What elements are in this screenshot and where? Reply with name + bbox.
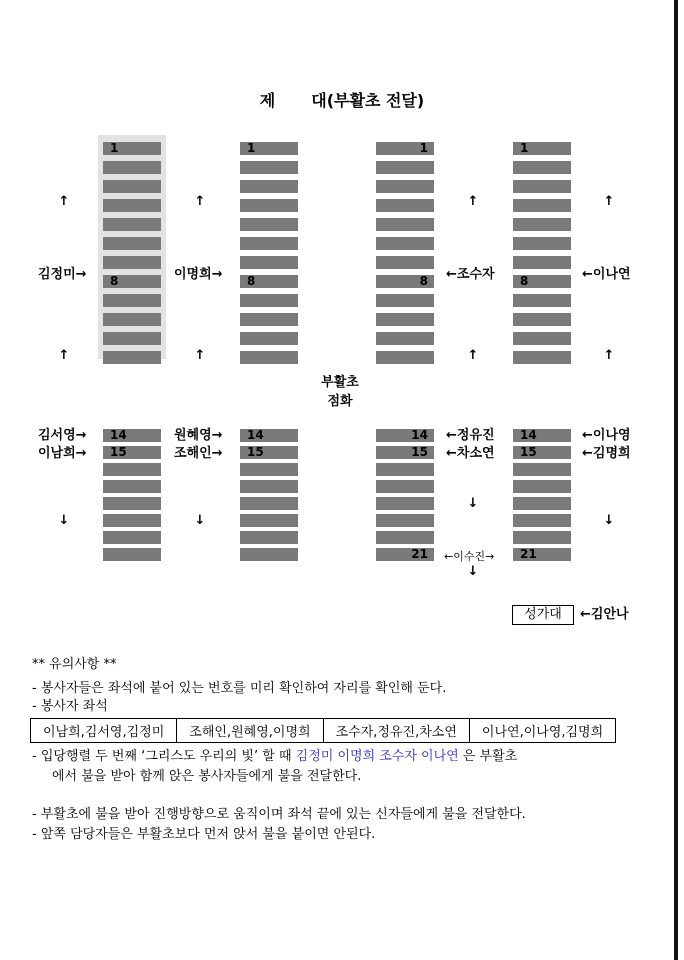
note-item: - 부활초에 불을 받아 진행방향으로 움직이며 좌석 끝에 있는 신자들에게 불을 전달한다.	[32, 807, 526, 822]
pew	[240, 313, 298, 326]
pew-number: 15	[411, 445, 428, 459]
pew	[376, 218, 434, 231]
center-line2: 점화	[327, 394, 353, 409]
pew	[376, 332, 434, 345]
pew	[513, 351, 571, 364]
name-label: 김서영→	[38, 428, 87, 443]
pew	[103, 480, 161, 493]
pew	[376, 351, 434, 364]
pew	[240, 429, 298, 442]
table-row	[31, 719, 616, 743]
notes-heading: ** 유의사항 **	[32, 657, 117, 672]
pew	[376, 313, 434, 326]
pew	[240, 497, 298, 510]
pew-number: 14	[247, 428, 264, 442]
pew	[513, 218, 571, 231]
pew	[376, 531, 434, 544]
pew	[240, 548, 298, 561]
pew	[513, 199, 571, 212]
pew	[513, 429, 571, 442]
pew	[513, 332, 571, 345]
pew	[240, 180, 298, 193]
up-arrow-icon: ↑	[467, 348, 479, 363]
pew-number: 8	[110, 274, 119, 288]
down-arrow-icon: ↓	[603, 513, 615, 528]
page-right-border	[674, 0, 678, 960]
pew	[103, 237, 161, 250]
pew	[240, 256, 298, 269]
table-cell: 이남희,김서영,김정미	[31, 719, 177, 743]
pew	[513, 180, 571, 193]
pew	[103, 514, 161, 527]
pew	[103, 497, 161, 510]
page-title	[0, 88, 684, 111]
name-label: 이남희→	[38, 446, 87, 461]
pew	[376, 463, 434, 476]
note-item: - 봉사자 좌석	[32, 699, 108, 714]
pew	[103, 142, 161, 155]
title-part2: 대(부활초 전달)	[311, 91, 425, 110]
pew	[103, 548, 161, 561]
pew	[376, 429, 434, 442]
pew-number: 1	[110, 141, 119, 155]
pew	[513, 313, 571, 326]
pew	[513, 142, 571, 155]
name-label: 이명희→	[174, 267, 223, 282]
pew	[513, 161, 571, 174]
pew-number: 1	[419, 141, 428, 155]
pew	[103, 332, 161, 345]
pew	[103, 256, 161, 269]
table-cell: 이나연,이나영,김명희	[469, 719, 615, 743]
pew	[240, 275, 298, 288]
pew-number: 1	[520, 141, 529, 155]
pew	[103, 429, 161, 442]
pew	[240, 531, 298, 544]
pew	[240, 142, 298, 155]
note-text: 은 부활초	[458, 749, 518, 764]
up-arrow-icon: ↑	[194, 348, 206, 363]
pew-number: 8	[520, 274, 529, 288]
pew-number: 14	[520, 428, 537, 442]
name-label: ←이나연	[582, 267, 631, 282]
pew	[240, 446, 298, 459]
note-item: - 봉사자들은 좌석에 붙어 있는 번호를 미리 확인하여 자리를 확인해 둔다.	[32, 681, 447, 696]
name-label: 원혜영→	[174, 428, 223, 443]
pew	[240, 294, 298, 307]
table-cell: 조수자,정유진,차소연	[323, 719, 469, 743]
pew	[240, 514, 298, 527]
note-item: 에서 불을 받아 함께 앉은 봉사자들에게 불을 전달한다.	[52, 769, 362, 784]
pew	[376, 514, 434, 527]
note-text: - 입당행렬 두 번째 ‘그리스도 우리의 빛’ 할 때	[32, 749, 296, 764]
pew-number: 15	[520, 445, 537, 459]
pew	[103, 218, 161, 231]
pew-number: 8	[247, 274, 256, 288]
note-item	[32, 748, 517, 766]
pew	[103, 180, 161, 193]
pew	[513, 497, 571, 510]
pew	[376, 275, 434, 288]
center-line1: 부활초	[321, 375, 359, 390]
pew	[376, 142, 434, 155]
choir-person: ←김안나	[580, 607, 629, 622]
pew	[103, 463, 161, 476]
candle-lighting-label	[300, 373, 380, 411]
name-label: 김정미→	[38, 267, 87, 282]
name-label: ←조수자	[446, 267, 495, 282]
pew-number: 14	[110, 428, 127, 442]
pew	[376, 199, 434, 212]
name-label: ←김명희	[582, 446, 631, 461]
pew	[240, 161, 298, 174]
up-arrow-icon: ↑	[58, 348, 70, 363]
pew	[103, 199, 161, 212]
pew	[240, 332, 298, 345]
pew	[513, 548, 571, 561]
pew	[103, 313, 161, 326]
down-arrow-icon: ↓	[467, 496, 479, 511]
down-arrow-icon: ↓	[58, 513, 70, 528]
pew	[513, 514, 571, 527]
pew-number: 8	[419, 274, 428, 288]
pew	[376, 161, 434, 174]
pew	[376, 480, 434, 493]
pew	[240, 218, 298, 231]
pew	[240, 351, 298, 364]
name-label: ←이수진→	[444, 550, 495, 563]
pew	[376, 256, 434, 269]
pew	[513, 531, 571, 544]
pew	[513, 275, 571, 288]
pew	[513, 237, 571, 250]
pew-number: 15	[247, 445, 264, 459]
down-arrow-icon: ↓	[467, 564, 479, 579]
up-arrow-icon: ↑	[603, 348, 615, 363]
pew	[513, 480, 571, 493]
up-arrow-icon: ↑	[603, 194, 615, 209]
pew-number: 21	[520, 547, 537, 561]
name-label: ←정유진	[446, 428, 495, 443]
pew-number: 21	[411, 547, 428, 561]
pew	[376, 294, 434, 307]
pew	[513, 256, 571, 269]
pew	[103, 446, 161, 459]
pew	[240, 199, 298, 212]
up-arrow-icon: ↑	[467, 194, 479, 209]
pew-number: 14	[411, 428, 428, 442]
pew	[103, 351, 161, 364]
title-part1: 제	[259, 91, 276, 110]
table-cell: 조해인,원혜영,이명희	[177, 719, 323, 743]
pew	[376, 237, 434, 250]
choir-box: 성가대	[512, 605, 574, 625]
pew	[240, 480, 298, 493]
down-arrow-icon: ↓	[194, 513, 206, 528]
pew	[376, 180, 434, 193]
up-arrow-icon: ↑	[58, 194, 70, 209]
pew	[103, 275, 161, 288]
volunteer-seat-table	[30, 718, 616, 743]
pew	[103, 161, 161, 174]
name-label: ←차소연	[446, 446, 495, 461]
pew	[513, 463, 571, 476]
note-item: - 앞쪽 담당자들은 부활초보다 먼저 앉서 불을 붙이면 안된다.	[32, 827, 376, 842]
name-label: ←이나영	[582, 428, 631, 443]
pew	[103, 294, 161, 307]
pew	[513, 446, 571, 459]
up-arrow-icon: ↑	[194, 194, 206, 209]
pew	[376, 446, 434, 459]
pew-number: 15	[110, 445, 127, 459]
name-label: 조해인→	[174, 446, 223, 461]
pew-number: 1	[247, 141, 256, 155]
pew	[513, 294, 571, 307]
pew	[376, 548, 434, 561]
highlighted-names: 김정미 이명희 조수자 이나연	[295, 749, 459, 764]
pew	[240, 237, 298, 250]
pew	[376, 497, 434, 510]
pew	[240, 463, 298, 476]
pew	[103, 531, 161, 544]
